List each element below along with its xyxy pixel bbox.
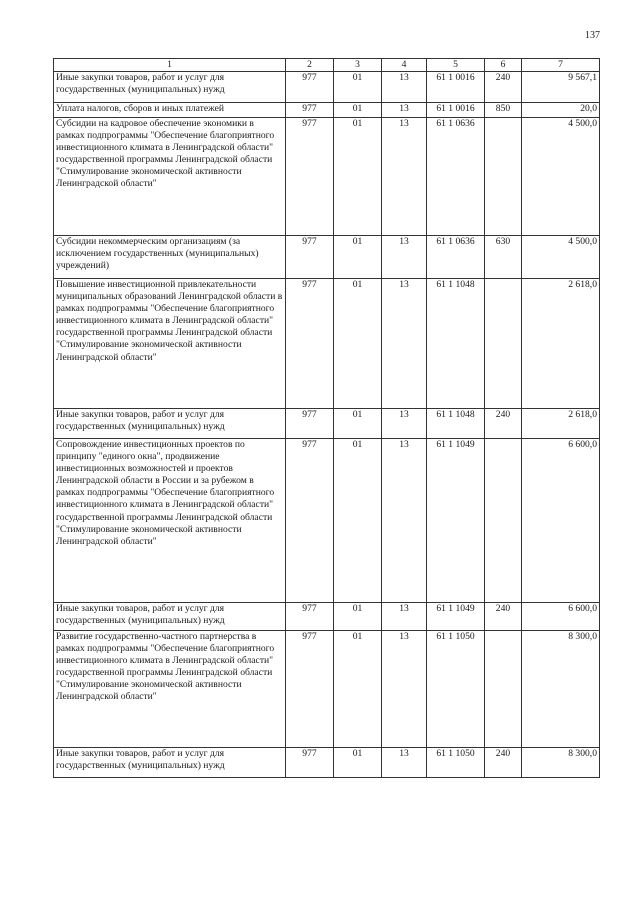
row-ministry-code: 977 <box>286 603 334 631</box>
row-amount: 4 500,0 <box>522 236 600 279</box>
table-row <box>54 103 600 118</box>
row-name: Иные закупки товаров, работ и услуг для государственных (муниципальных) нужд <box>54 409 286 439</box>
row-target-code: 61 1 0636 <box>427 236 485 279</box>
row-section-code: 01 <box>334 409 382 439</box>
row-amount: 20,0 <box>522 103 600 118</box>
header-row <box>54 59 600 72</box>
row-ministry-code: 977 <box>286 409 334 439</box>
row-amount: 6 600,0 <box>522 439 600 603</box>
row-expense-type: 240 <box>485 72 522 103</box>
row-name: Повышение инвестиционной привлекательности муниципальных образований Ленинградской области в рамках подпрограммы "Обеспечение благоприятного инвестиционного климата в Ленинградской области" государственной программы Ленинградской области "Стимулирование экономической активности Ленинградской области" <box>54 279 286 409</box>
row-section-code: 01 <box>334 603 382 631</box>
row-subsection-code: 13 <box>382 236 427 279</box>
table-row <box>54 439 600 603</box>
row-name: Субсидии на кадровое обеспечение экономики в рамках подпрограммы "Обеспечение благоприятного инвестиционного климата в Ленинградской области" государственной программы Ленинградской области "Стимулирование экономической активности Ленинградской области" <box>54 118 286 236</box>
row-subsection-code: 13 <box>382 118 427 236</box>
budget-table <box>53 58 600 778</box>
row-target-code: 61 1 0016 <box>427 72 485 103</box>
row-ministry-code: 977 <box>286 72 334 103</box>
table-row <box>54 409 600 439</box>
row-subsection-code: 13 <box>382 409 427 439</box>
row-name: Развитие государственно-частного партнерства в рамках подпрограммы "Обеспечение благоприятного инвестиционного климата в Ленинградской области" государственной программы Ленинградской области "Стимулирование экономической активности Ленинградской области" <box>54 631 286 748</box>
row-name: Уплата налогов, сборов и иных платежей <box>54 103 286 118</box>
row-ministry-code: 977 <box>286 236 334 279</box>
row-expense-type <box>485 118 522 236</box>
table-row <box>54 631 600 748</box>
row-expense-type <box>485 279 522 409</box>
table-row <box>54 72 600 103</box>
header-cell-col7: 7 <box>522 59 600 72</box>
row-amount: 6 600,0 <box>522 603 600 631</box>
row-section-code: 01 <box>334 103 382 118</box>
row-target-code: 61 1 1050 <box>427 748 485 778</box>
row-target-code: 61 1 1049 <box>427 603 485 631</box>
row-ministry-code: 977 <box>286 279 334 409</box>
row-subsection-code: 13 <box>382 279 427 409</box>
row-subsection-code: 13 <box>382 72 427 103</box>
row-name: Сопровождение инвестиционных проектов по принципу "единого окна", продвижение инвестиционных возможностей и проектов Ленинградской области в России и за рубежом в рамках подпрограммы "Обеспечение благоприятного инвестиционного климата в Ленинградской области" государственной программы Ленинградской области "Стимулирование экономической активности Ленинградской области" <box>54 439 286 603</box>
row-section-code: 01 <box>334 748 382 778</box>
table-row <box>54 236 600 279</box>
row-section-code: 01 <box>334 631 382 748</box>
row-expense-type <box>485 439 522 603</box>
row-target-code: 61 1 1049 <box>427 439 485 603</box>
header-cell-col5: 5 <box>427 59 485 72</box>
row-ministry-code: 977 <box>286 118 334 236</box>
header-cell-col1: 1 <box>54 59 286 72</box>
table-row <box>54 748 600 778</box>
row-target-code: 61 1 1050 <box>427 631 485 748</box>
row-subsection-code: 13 <box>382 748 427 778</box>
row-target-code: 61 1 0016 <box>427 103 485 118</box>
row-name: Субсидии некоммерческим организациям (за исключением государственных (муниципальных) учреждений) <box>54 236 286 279</box>
row-amount: 8 300,0 <box>522 631 600 748</box>
row-name: Иные закупки товаров, работ и услуг для государственных (муниципальных) нужд <box>54 72 286 103</box>
table-row <box>54 279 600 409</box>
row-subsection-code: 13 <box>382 603 427 631</box>
row-expense-type: 240 <box>485 603 522 631</box>
row-section-code: 01 <box>334 439 382 603</box>
row-subsection-code: 13 <box>382 439 427 603</box>
row-amount: 9 567,1 <box>522 72 600 103</box>
table-row <box>54 118 600 236</box>
row-section-code: 01 <box>334 72 382 103</box>
row-amount: 2 618,0 <box>522 279 600 409</box>
row-section-code: 01 <box>334 236 382 279</box>
row-name: Иные закупки товаров, работ и услуг для государственных (муниципальных) нужд <box>54 603 286 631</box>
row-amount: 4 500,0 <box>522 118 600 236</box>
header-cell-col4: 4 <box>382 59 427 72</box>
row-ministry-code: 977 <box>286 103 334 118</box>
row-amount: 2 618,0 <box>522 409 600 439</box>
row-expense-type: 240 <box>485 409 522 439</box>
row-subsection-code: 13 <box>382 631 427 748</box>
row-expense-type: 630 <box>485 236 522 279</box>
row-expense-type <box>485 631 522 748</box>
row-target-code: 61 1 1048 <box>427 409 485 439</box>
row-ministry-code: 977 <box>286 439 334 603</box>
row-expense-type: 850 <box>485 103 522 118</box>
table-row <box>54 603 600 631</box>
row-expense-type: 240 <box>485 748 522 778</box>
row-ministry-code: 977 <box>286 748 334 778</box>
row-subsection-code: 13 <box>382 103 427 118</box>
row-name: Иные закупки товаров, работ и услуг для государственных (муниципальных) нужд <box>54 748 286 778</box>
page-number: 137 <box>585 30 600 41</box>
header-cell-col6: 6 <box>485 59 522 72</box>
row-amount: 8 300,0 <box>522 748 600 778</box>
row-ministry-code: 977 <box>286 631 334 748</box>
row-target-code: 61 1 1048 <box>427 279 485 409</box>
row-target-code: 61 1 0636 <box>427 118 485 236</box>
row-section-code: 01 <box>334 279 382 409</box>
header-cell-col2: 2 <box>286 59 334 72</box>
row-section-code: 01 <box>334 118 382 236</box>
header-cell-col3: 3 <box>334 59 382 72</box>
